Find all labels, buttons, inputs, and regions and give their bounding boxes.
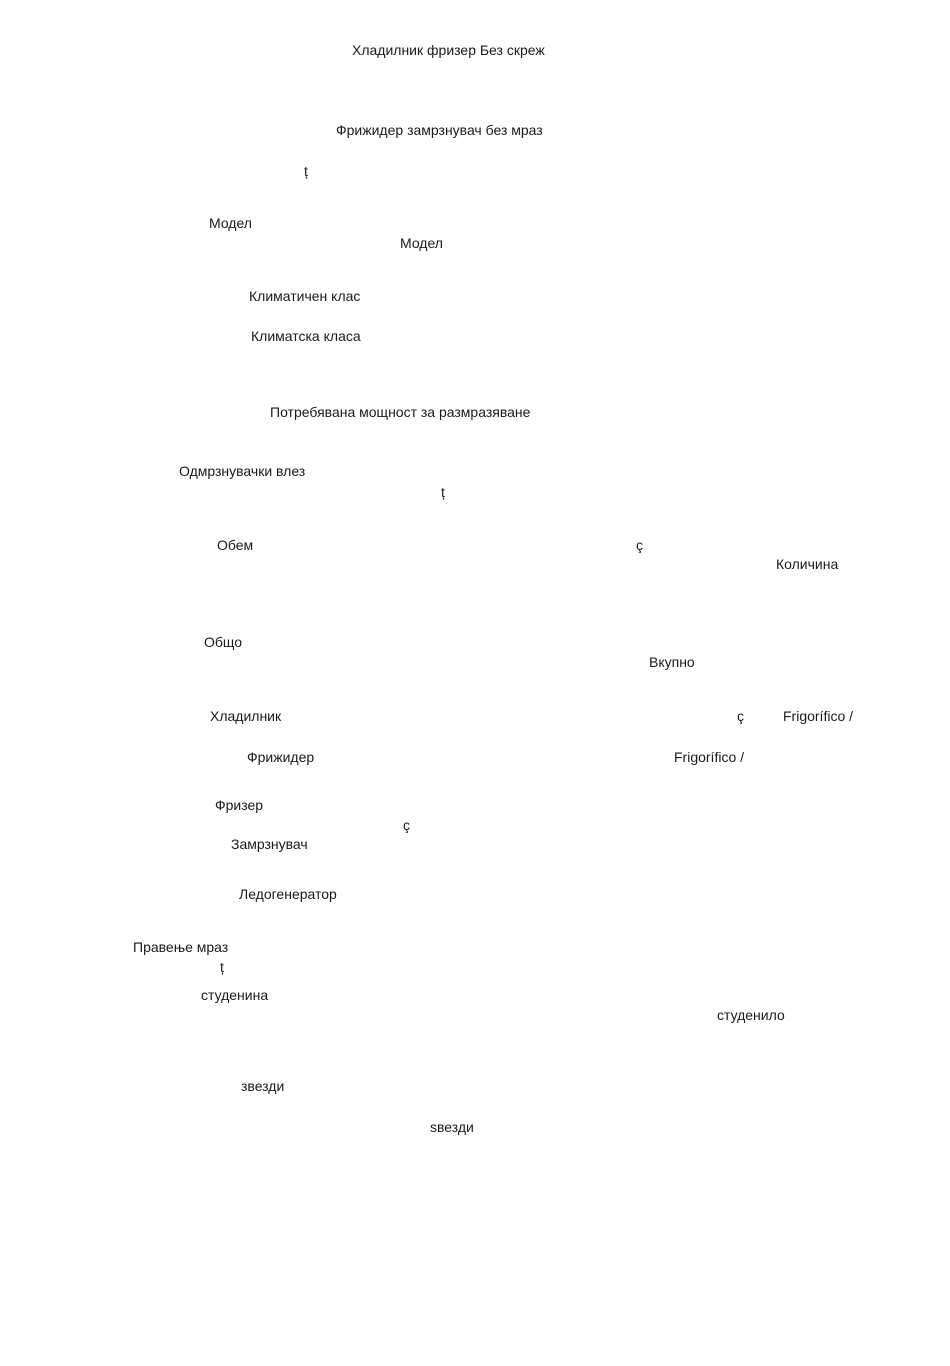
climate-class-label-bulgarian: Климатичен клас xyxy=(249,288,361,304)
title-bulgarian: Хладилник фризер Без скреж xyxy=(352,42,545,58)
c-cedilla-mark: ç xyxy=(737,708,744,724)
c-cedilla-mark: ç xyxy=(636,537,643,553)
defrost-power-label-macedonian: Одмрзнувачки влез xyxy=(179,463,306,479)
c-cedilla-mark: ç xyxy=(403,817,410,833)
ice-maker-label-macedonian: Правење мраз xyxy=(133,939,229,955)
fridge-label-macedonian: Фрижидер xyxy=(247,749,315,765)
ice-maker-label-bulgarian: Ледогенератор xyxy=(239,886,337,902)
fridge-label-bulgarian: Хладилник xyxy=(210,708,282,724)
stars-label-macedonian: ѕвезди xyxy=(430,1119,474,1135)
defrost-power-label-bulgarian: Потребявана мощност за размразяване xyxy=(270,404,531,420)
cold-label-bulgarian: студенина xyxy=(201,987,269,1003)
freezer-label-bulgarian: Фризер xyxy=(215,797,264,813)
model-label-macedonian: Модел xyxy=(400,235,443,251)
fridge-label-spanish: Frigorífico / xyxy=(783,708,854,724)
t-comma-mark: ț xyxy=(304,163,308,179)
model-label-bulgarian: Модел xyxy=(209,215,252,231)
title-macedonian: Фрижидер замрзнувач без мраз xyxy=(336,122,543,138)
stars-label-bulgarian: звезди xyxy=(241,1078,285,1094)
freezer-label-macedonian: Замрзнувач xyxy=(231,836,308,852)
total-label-bulgarian: Общо xyxy=(204,634,243,650)
volume-label-bulgarian: Обем xyxy=(217,537,254,553)
fridge-label-spanish-secondary: Frigorífico / xyxy=(674,749,745,765)
total-label-macedonian: Вкупно xyxy=(649,654,695,670)
t-comma-mark: ț xyxy=(441,484,445,500)
cold-label-macedonian: студенило xyxy=(717,1007,785,1023)
volume-label-macedonian: Количина xyxy=(776,556,839,572)
t-comma-mark: ț xyxy=(220,959,224,975)
climate-class-label-macedonian: Климатска класа xyxy=(251,328,361,344)
